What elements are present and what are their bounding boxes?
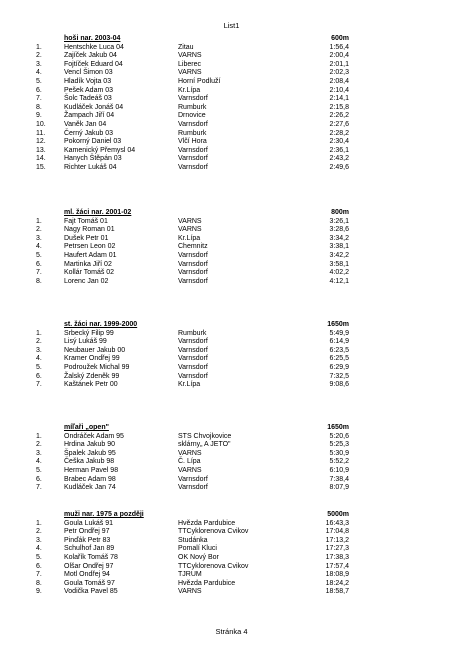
athlete-name: Goula Tomáš 97 <box>64 579 115 587</box>
result-row <box>0 226 463 235</box>
result-row <box>0 69 463 78</box>
result-rank: 1. <box>36 329 42 337</box>
athlete-name: Hrdina Jakub 90 <box>64 441 115 449</box>
athlete-club: Pomalí Kluci <box>178 545 217 553</box>
result-time: 16:43,3 <box>325 519 349 527</box>
result-time: 4:02,2 <box>329 269 349 277</box>
section-men-1975-and-later <box>0 511 463 597</box>
athlete-club: STS Chvojkovice <box>178 432 232 440</box>
result-rank: 5. <box>36 77 42 85</box>
athlete-club: Varnsdorf <box>178 372 208 380</box>
result-time: 5:25,3 <box>329 441 349 449</box>
result-row <box>0 433 463 442</box>
athlete-name: Motl Ondřej 94 <box>64 571 110 579</box>
athlete-club: Varnsdorf <box>178 269 208 277</box>
result-rank: 2. <box>36 528 42 536</box>
result-time: 5:30,9 <box>329 449 349 457</box>
result-time: 2:00,4 <box>329 52 349 60</box>
result-time: 17:27,3 <box>325 545 349 553</box>
result-row <box>0 563 463 572</box>
section-distance: 5000m <box>327 511 349 518</box>
result-row <box>0 164 463 173</box>
result-time: 6:23,5 <box>329 346 349 354</box>
athlete-name: Goula Lukáš 91 <box>64 519 114 527</box>
result-time: 2:36,1 <box>329 146 349 154</box>
athlete-name: Zajíček Jakub 04 <box>64 52 117 60</box>
result-row <box>0 347 463 356</box>
athlete-club: Varnsdorf <box>178 355 208 363</box>
result-row <box>0 484 463 493</box>
result-row <box>0 545 463 554</box>
result-row <box>0 528 463 537</box>
athlete-name: Olšar Ondřej 97 <box>64 562 114 570</box>
result-rank: 15. <box>36 163 46 171</box>
athlete-name: Neubauer Jakub 00 <box>64 346 126 354</box>
athlete-name: Žampach Jiří 04 <box>64 112 115 120</box>
section-header <box>0 35 463 44</box>
result-row <box>0 364 463 373</box>
result-rank: 7. <box>36 484 42 492</box>
result-row <box>0 121 463 130</box>
result-row <box>0 537 463 546</box>
result-time: 18:24,2 <box>325 579 349 587</box>
result-time: 3:34,2 <box>329 234 349 242</box>
result-time: 9:08,6 <box>329 381 349 389</box>
athlete-name: Richter Lukáš 04 <box>64 163 117 171</box>
athlete-club: VARNS <box>178 69 202 77</box>
result-rank: 10. <box>36 120 46 128</box>
result-rank: 2. <box>36 226 42 234</box>
athlete-name: Kamenický Přemysl 04 <box>64 146 136 154</box>
section-younger-pupils-2001-02 <box>0 209 463 286</box>
result-rank: 2. <box>36 338 42 346</box>
result-rank: 14. <box>36 155 46 163</box>
result-row <box>0 138 463 147</box>
result-rank: 4. <box>36 545 42 553</box>
result-row <box>0 218 463 227</box>
athlete-name: Dušek Petr 01 <box>64 234 109 242</box>
athlete-club: Varnsdorf <box>178 475 208 483</box>
result-rank: 1. <box>36 519 42 527</box>
result-row <box>0 261 463 270</box>
athlete-club: Rumburk <box>178 329 207 337</box>
result-time: 2:43,2 <box>329 155 349 163</box>
sheet-title: List1 <box>223 21 240 30</box>
athlete-club: Varnsdorf <box>178 277 208 285</box>
result-row <box>0 269 463 278</box>
athlete-club: Hvězda Pardubice <box>178 579 236 587</box>
athlete-club: Rumburk <box>178 129 207 137</box>
result-rank: 7. <box>36 381 42 389</box>
section-title: ml. žáci nar. 2001-02 <box>64 209 132 216</box>
result-time: 7:32,5 <box>329 372 349 380</box>
athlete-name: Lorenc Jan 02 <box>64 277 109 285</box>
result-time: 2:02,3 <box>329 69 349 77</box>
athlete-name: Haufert Adam 01 <box>64 251 117 259</box>
athlete-club: VARNS <box>178 466 202 474</box>
athlete-club: sklárny„ A JETO" <box>178 441 231 449</box>
section-distance: 600m <box>331 35 349 42</box>
result-rank: 5. <box>36 466 42 474</box>
athlete-name: Šolc Tadeáš 03 <box>64 95 112 103</box>
result-row <box>0 95 463 104</box>
athlete-name: Vencl Šimon 03 <box>64 69 113 77</box>
result-row <box>0 580 463 589</box>
athlete-club: VARNS <box>178 588 202 596</box>
athlete-club: Varnsdorf <box>178 163 208 171</box>
athlete-name: Kolařík Tomáš 78 <box>64 553 118 561</box>
athlete-club: TTCyklorenova Cvikov <box>178 562 249 570</box>
athlete-club: TJRUM <box>178 571 202 579</box>
result-row <box>0 252 463 261</box>
result-row <box>0 87 463 96</box>
result-time: 5:49,9 <box>329 329 349 337</box>
result-time: 18:08,9 <box>325 571 349 579</box>
result-time: 3:28,6 <box>329 226 349 234</box>
section-header <box>0 511 463 520</box>
result-rank: 11. <box>36 129 46 137</box>
athlete-club: Chemnitz <box>178 243 208 251</box>
section-distance: 1650m <box>327 321 349 328</box>
athlete-name: Herman Pavel 98 <box>64 466 119 474</box>
result-time: 7:38,4 <box>329 475 349 483</box>
result-rank: 3. <box>36 234 42 242</box>
result-row <box>0 381 463 390</box>
athlete-club: Hvězda Pardubice <box>178 519 236 527</box>
athlete-club: Horní Podluží <box>178 77 221 85</box>
result-row <box>0 78 463 87</box>
athlete-name: Brabec Adam 98 <box>64 475 116 483</box>
result-time: 5:20,6 <box>329 432 349 440</box>
athlete-name: Hanych Štěpán 03 <box>64 155 122 163</box>
result-row <box>0 338 463 347</box>
athlete-club: Zitau <box>178 43 194 51</box>
athlete-name: Hladík Vojta 03 <box>64 77 112 85</box>
result-row <box>0 458 463 467</box>
section-header <box>0 209 463 218</box>
athlete-club: Drnovice <box>178 112 206 120</box>
result-time: 2:08,4 <box>329 77 349 85</box>
result-row <box>0 554 463 563</box>
result-rank: 12. <box>36 138 46 146</box>
result-time: 2:49,6 <box>329 163 349 171</box>
section-milers-open <box>0 424 463 493</box>
athlete-name: Nagy Roman 01 <box>64 226 115 234</box>
athlete-name: Špalek Jakub 95 <box>64 449 116 457</box>
athlete-club: Kr.Lípa <box>178 234 201 242</box>
result-row <box>0 52 463 61</box>
athlete-club: Varnsdorf <box>178 346 208 354</box>
athlete-club: Č. Lípa <box>178 458 201 466</box>
result-row <box>0 278 463 287</box>
result-time: 3:26,1 <box>329 217 349 225</box>
athlete-name: Vodička Pavel 85 <box>64 588 118 596</box>
athlete-name: Žalský Zdeněk 99 <box>64 372 120 380</box>
section-boys-2003-04 <box>0 35 463 173</box>
athlete-club: Kr.Lípa <box>178 381 201 389</box>
result-time: 2:10,4 <box>329 86 349 94</box>
result-rank: 2. <box>36 441 42 449</box>
athlete-club: Varnsdorf <box>178 120 208 128</box>
result-row <box>0 571 463 580</box>
athlete-name: Srbecký Filip 99 <box>64 329 114 337</box>
result-time: 17:13,2 <box>325 536 349 544</box>
result-time: 6:29,9 <box>329 363 349 371</box>
result-rank: 7. <box>36 571 42 579</box>
athlete-club: Varnsdorf <box>178 484 208 492</box>
result-row <box>0 44 463 53</box>
result-rank: 4. <box>36 243 42 251</box>
result-rank: 4. <box>36 355 42 363</box>
result-rank: 1. <box>36 43 42 51</box>
athlete-name: Petrsen Leon 02 <box>64 243 116 251</box>
athlete-club: VARNS <box>178 226 202 234</box>
result-row <box>0 373 463 382</box>
athlete-club: Varnsdorf <box>178 363 208 371</box>
result-rank: 5. <box>36 363 42 371</box>
athlete-club: VARNS <box>178 449 202 457</box>
result-time: 3:58,1 <box>329 260 349 268</box>
result-time: 2:30,4 <box>329 138 349 146</box>
section-title: hoši nar. 2003-04 <box>64 35 121 42</box>
athlete-name: Pinďák Petr 83 <box>64 536 111 544</box>
result-row <box>0 476 463 485</box>
athlete-name: Kramer Ondřej 99 <box>64 355 120 363</box>
athlete-name: Podroužek Michal 99 <box>64 363 130 371</box>
athlete-club: Varnsdorf <box>178 155 208 163</box>
result-rank: 1. <box>36 217 42 225</box>
athlete-name: Pokorný Daniel 03 <box>64 138 122 146</box>
athlete-club: TTCyklorenova Cvikov <box>178 528 249 536</box>
result-rank: 7. <box>36 95 42 103</box>
athlete-name: Ondráček Adam 95 <box>64 432 124 440</box>
result-time: 17:38,3 <box>325 553 349 561</box>
athlete-club: VARNS <box>178 52 202 60</box>
result-time: 6:25,5 <box>329 355 349 363</box>
athlete-club: Rumburk <box>178 103 207 111</box>
result-row <box>0 355 463 364</box>
result-rank: 5. <box>36 553 42 561</box>
result-time: 3:38,1 <box>329 243 349 251</box>
athlete-name: Černý Jakub 03 <box>64 129 114 137</box>
result-time: 18:58,7 <box>325 588 349 596</box>
result-time: 6:14,9 <box>329 338 349 346</box>
athlete-club: OK Nový Bor <box>178 553 219 561</box>
result-rank: 6. <box>36 562 42 570</box>
result-time: 2:14,1 <box>329 95 349 103</box>
result-rank: 3. <box>36 60 42 68</box>
athlete-name: Kudláček Jonáš 04 <box>64 103 124 111</box>
section-title: míľaři „open" <box>64 424 109 431</box>
result-rank: 6. <box>36 475 42 483</box>
section-header <box>0 321 463 330</box>
athlete-name: Pešek Adam 03 <box>64 86 114 94</box>
athlete-club: Varnsdorf <box>178 146 208 154</box>
result-row <box>0 112 463 121</box>
result-time: 2:01,1 <box>329 60 349 68</box>
athlete-club: VARNS <box>178 217 202 225</box>
result-row <box>0 520 463 529</box>
result-rank: 8. <box>36 579 42 587</box>
athlete-name: Hentschke Luca 04 <box>64 43 124 51</box>
result-row <box>0 441 463 450</box>
result-rank: 13. <box>36 146 46 154</box>
athlete-name: Kaštánek Petr 00 <box>64 381 118 389</box>
result-rank: 9. <box>36 588 42 596</box>
result-row <box>0 155 463 164</box>
section-title: muži nar. 1975 a později <box>64 511 144 518</box>
result-rank: 3. <box>36 346 42 354</box>
result-rank: 7. <box>36 269 42 277</box>
result-rank: 8. <box>36 277 42 285</box>
section-older-pupils-1999-2000 <box>0 321 463 390</box>
result-time: 17:57,4 <box>325 562 349 570</box>
athlete-club: Varnsdorf <box>178 260 208 268</box>
athlete-name: Petr Ondřej 97 <box>64 528 110 536</box>
athlete-name: Kudláček Jan 74 <box>64 484 116 492</box>
result-rank: 6. <box>36 260 42 268</box>
section-distance: 800m <box>331 209 349 216</box>
result-time: 8:07,9 <box>329 484 349 492</box>
section-header <box>0 424 463 433</box>
result-rank: 6. <box>36 86 42 94</box>
result-row <box>0 330 463 339</box>
result-rank: 3. <box>36 536 42 544</box>
result-rank: 4. <box>36 69 42 77</box>
result-rank: 3. <box>36 449 42 457</box>
result-time: 5:52,2 <box>329 458 349 466</box>
athlete-club: Liberec <box>178 60 201 68</box>
result-row <box>0 588 463 597</box>
result-time: 2:28,2 <box>329 129 349 137</box>
athlete-name: Kollár Tomáš 02 <box>64 269 115 277</box>
result-rank: 8. <box>36 103 42 111</box>
result-rank: 2. <box>36 52 42 60</box>
athlete-name: Vaněk Jan 04 <box>64 120 107 128</box>
result-row <box>0 130 463 139</box>
result-time: 3:42,2 <box>329 251 349 259</box>
result-rank: 5. <box>36 251 42 259</box>
athlete-name: Schulhof Jan 89 <box>64 545 115 553</box>
result-time: 1:56,4 <box>329 43 349 51</box>
result-time: 6:10,9 <box>329 466 349 474</box>
result-row <box>0 467 463 476</box>
result-time: 2:26,2 <box>329 112 349 120</box>
athlete-name: Martinka Jiří 02 <box>64 260 112 268</box>
athlete-name: Lisý Lukáš 99 <box>64 338 107 346</box>
result-rank: 4. <box>36 458 42 466</box>
athlete-name: Fojtíček Eduard 04 <box>64 60 123 68</box>
page-footer: Stránka 4 <box>215 627 248 636</box>
result-time: 2:27,6 <box>329 120 349 128</box>
result-rank: 1. <box>36 432 42 440</box>
result-row <box>0 235 463 244</box>
athlete-club: Kr.Lípa <box>178 86 201 94</box>
athlete-club: Vlčí Hora <box>178 138 207 146</box>
athlete-name: Fajt Tomáš 01 <box>64 217 108 225</box>
athlete-club: Varnsdorf <box>178 251 208 259</box>
result-time: 4:12,1 <box>329 277 349 285</box>
result-rank: 6. <box>36 372 42 380</box>
result-rank: 9. <box>36 112 42 120</box>
athlete-club: Studánka <box>178 536 208 544</box>
athlete-name: Češka Jakub 98 <box>64 458 115 466</box>
result-time: 2:15,8 <box>329 103 349 111</box>
section-title: st. žáci nar. 1999-2000 <box>64 321 138 328</box>
athlete-club: Varnsdorf <box>178 338 208 346</box>
result-time: 17:04,8 <box>325 528 349 536</box>
athlete-club: Varnsdorf <box>178 95 208 103</box>
result-row <box>0 243 463 252</box>
section-distance: 1650m <box>327 424 349 431</box>
